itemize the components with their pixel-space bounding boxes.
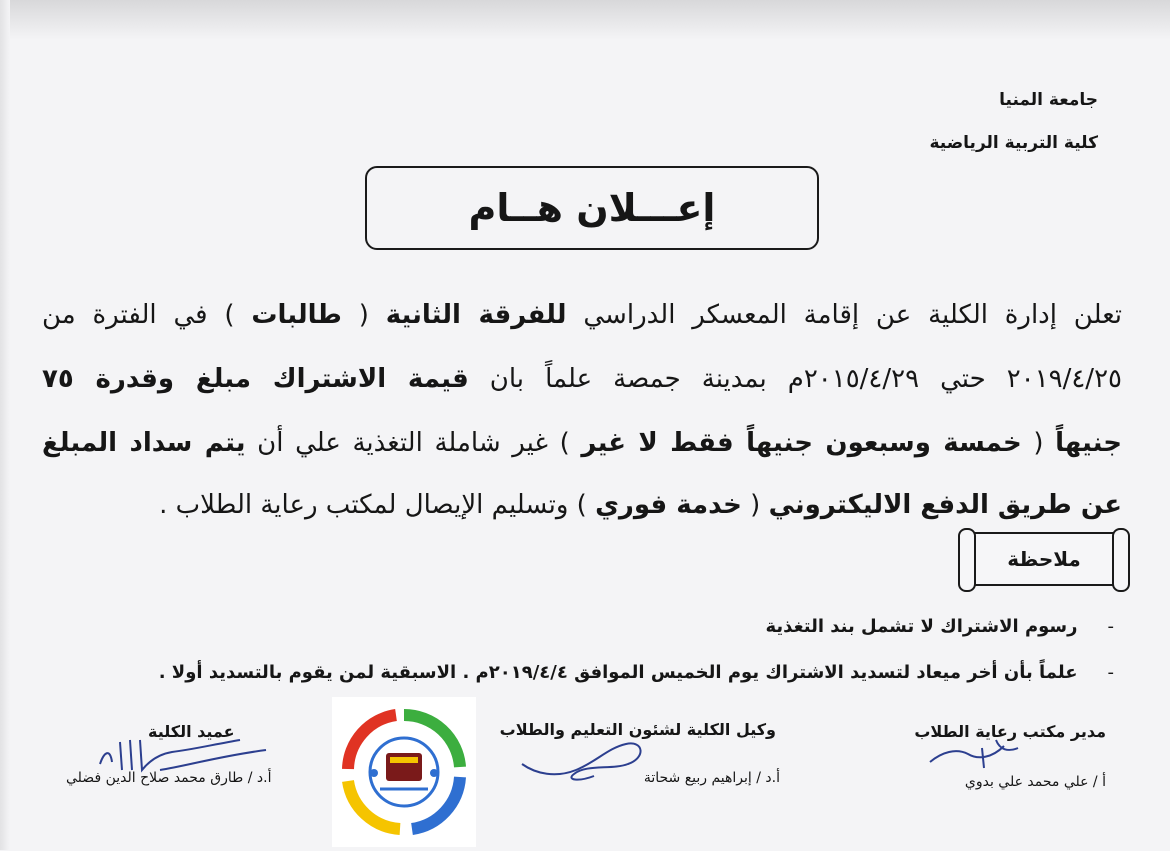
body-line-1-text-a: تعلن إدارة الكلية عن إقامة المعسكر الدراسي (566, 300, 1122, 330)
scan-top-shadow (0, 0, 1170, 40)
note-item-2-dash: - (1107, 662, 1114, 683)
signature-name-vice-dean: أ.د / إبراهيم ربيع شحاتة (643, 770, 780, 786)
body-line-4-text-a: ( (741, 490, 769, 520)
body-line-1-bold-a: للفرقة الثانية (385, 300, 567, 330)
body-line-1-text-c: ) في الفترة من (42, 300, 252, 330)
signature-name-student-affairs: أ / علي محمد علي بدوي (964, 774, 1106, 790)
body-line-4 (42, 490, 1122, 520)
announcement-title: إعـــلان هــام (468, 186, 716, 230)
body-line-3-text-b: ) غير شاملة التغذية علي أن (245, 428, 582, 458)
signature-mark-student-affairs (922, 728, 1032, 776)
scan-left-shadow (0, 0, 10, 850)
body-line-1-bold-b: طالبات (251, 300, 342, 330)
body-line-4-text-b: ) وتسليم الإيصال لمكتب رعاية الطلاب . (159, 490, 596, 520)
note-item-2 (159, 662, 1114, 683)
body-line-1-text-b: ( (341, 300, 386, 330)
body-line-4-bold-a: عن طريق الدفع الاليكتروني (768, 490, 1122, 520)
signature-title-dean: عميد الكلية (148, 722, 235, 741)
signature-name-dean: أ.د / طارق محمد صلاح الدين فضلي (66, 770, 272, 786)
note-item-1-dash: - (1107, 616, 1114, 637)
portal-logo (332, 697, 476, 847)
body-line-4-bold-b: خدمة فوري (595, 490, 742, 520)
signature-title-vice-dean: وكيل الكلية لشئون التعليم والطلاب (499, 720, 776, 739)
body-line-1 (42, 300, 1122, 330)
body-line-3-bold-b: خمسة وسبعون جنيهاً فقط لا غير (581, 428, 1022, 458)
note-scroll-box (962, 532, 1126, 586)
body-line-2-bold-a: قيمة الاشتراك مبلغ وقدرة ٧٥ (42, 364, 469, 394)
portal-logo-emblem (332, 697, 476, 847)
note-label: ملاحظة (1007, 547, 1081, 571)
note-item-2-text: علماً بأن أخر ميعاد لتسديد الاشتراك يوم الخميس الموافق ٢٠١٩/٤/٤م . الاسبقية لمن يقوم بالتسديد أولا . (158, 662, 1078, 683)
note-item-1-text: رسوم الاشتراك لا تشمل بند التغذية (765, 616, 1078, 637)
note-item-1 (766, 616, 1115, 637)
body-line-3-bold-a: جنيهاً (1055, 428, 1122, 458)
body-line-3 (42, 428, 1122, 458)
announcement-title-box (365, 166, 819, 250)
body-line-3-bold-c: يتم سداد المبلغ (42, 428, 246, 458)
signature-title-student-affairs: مدير مكتب رعاية الطلاب (914, 722, 1106, 741)
body-line-2 (42, 364, 1122, 394)
body-line-2-text-a: ٢٠١٩/٤/٢٥ حتي ٢٠١٥/٤/٢٩م بمدينة جمصة علماً بان (468, 364, 1122, 394)
header-university: جامعة المنيا (999, 90, 1098, 110)
header-faculty: كلية التربية الرياضية (929, 133, 1098, 153)
body-line-3-text-a: ( (1021, 428, 1056, 458)
